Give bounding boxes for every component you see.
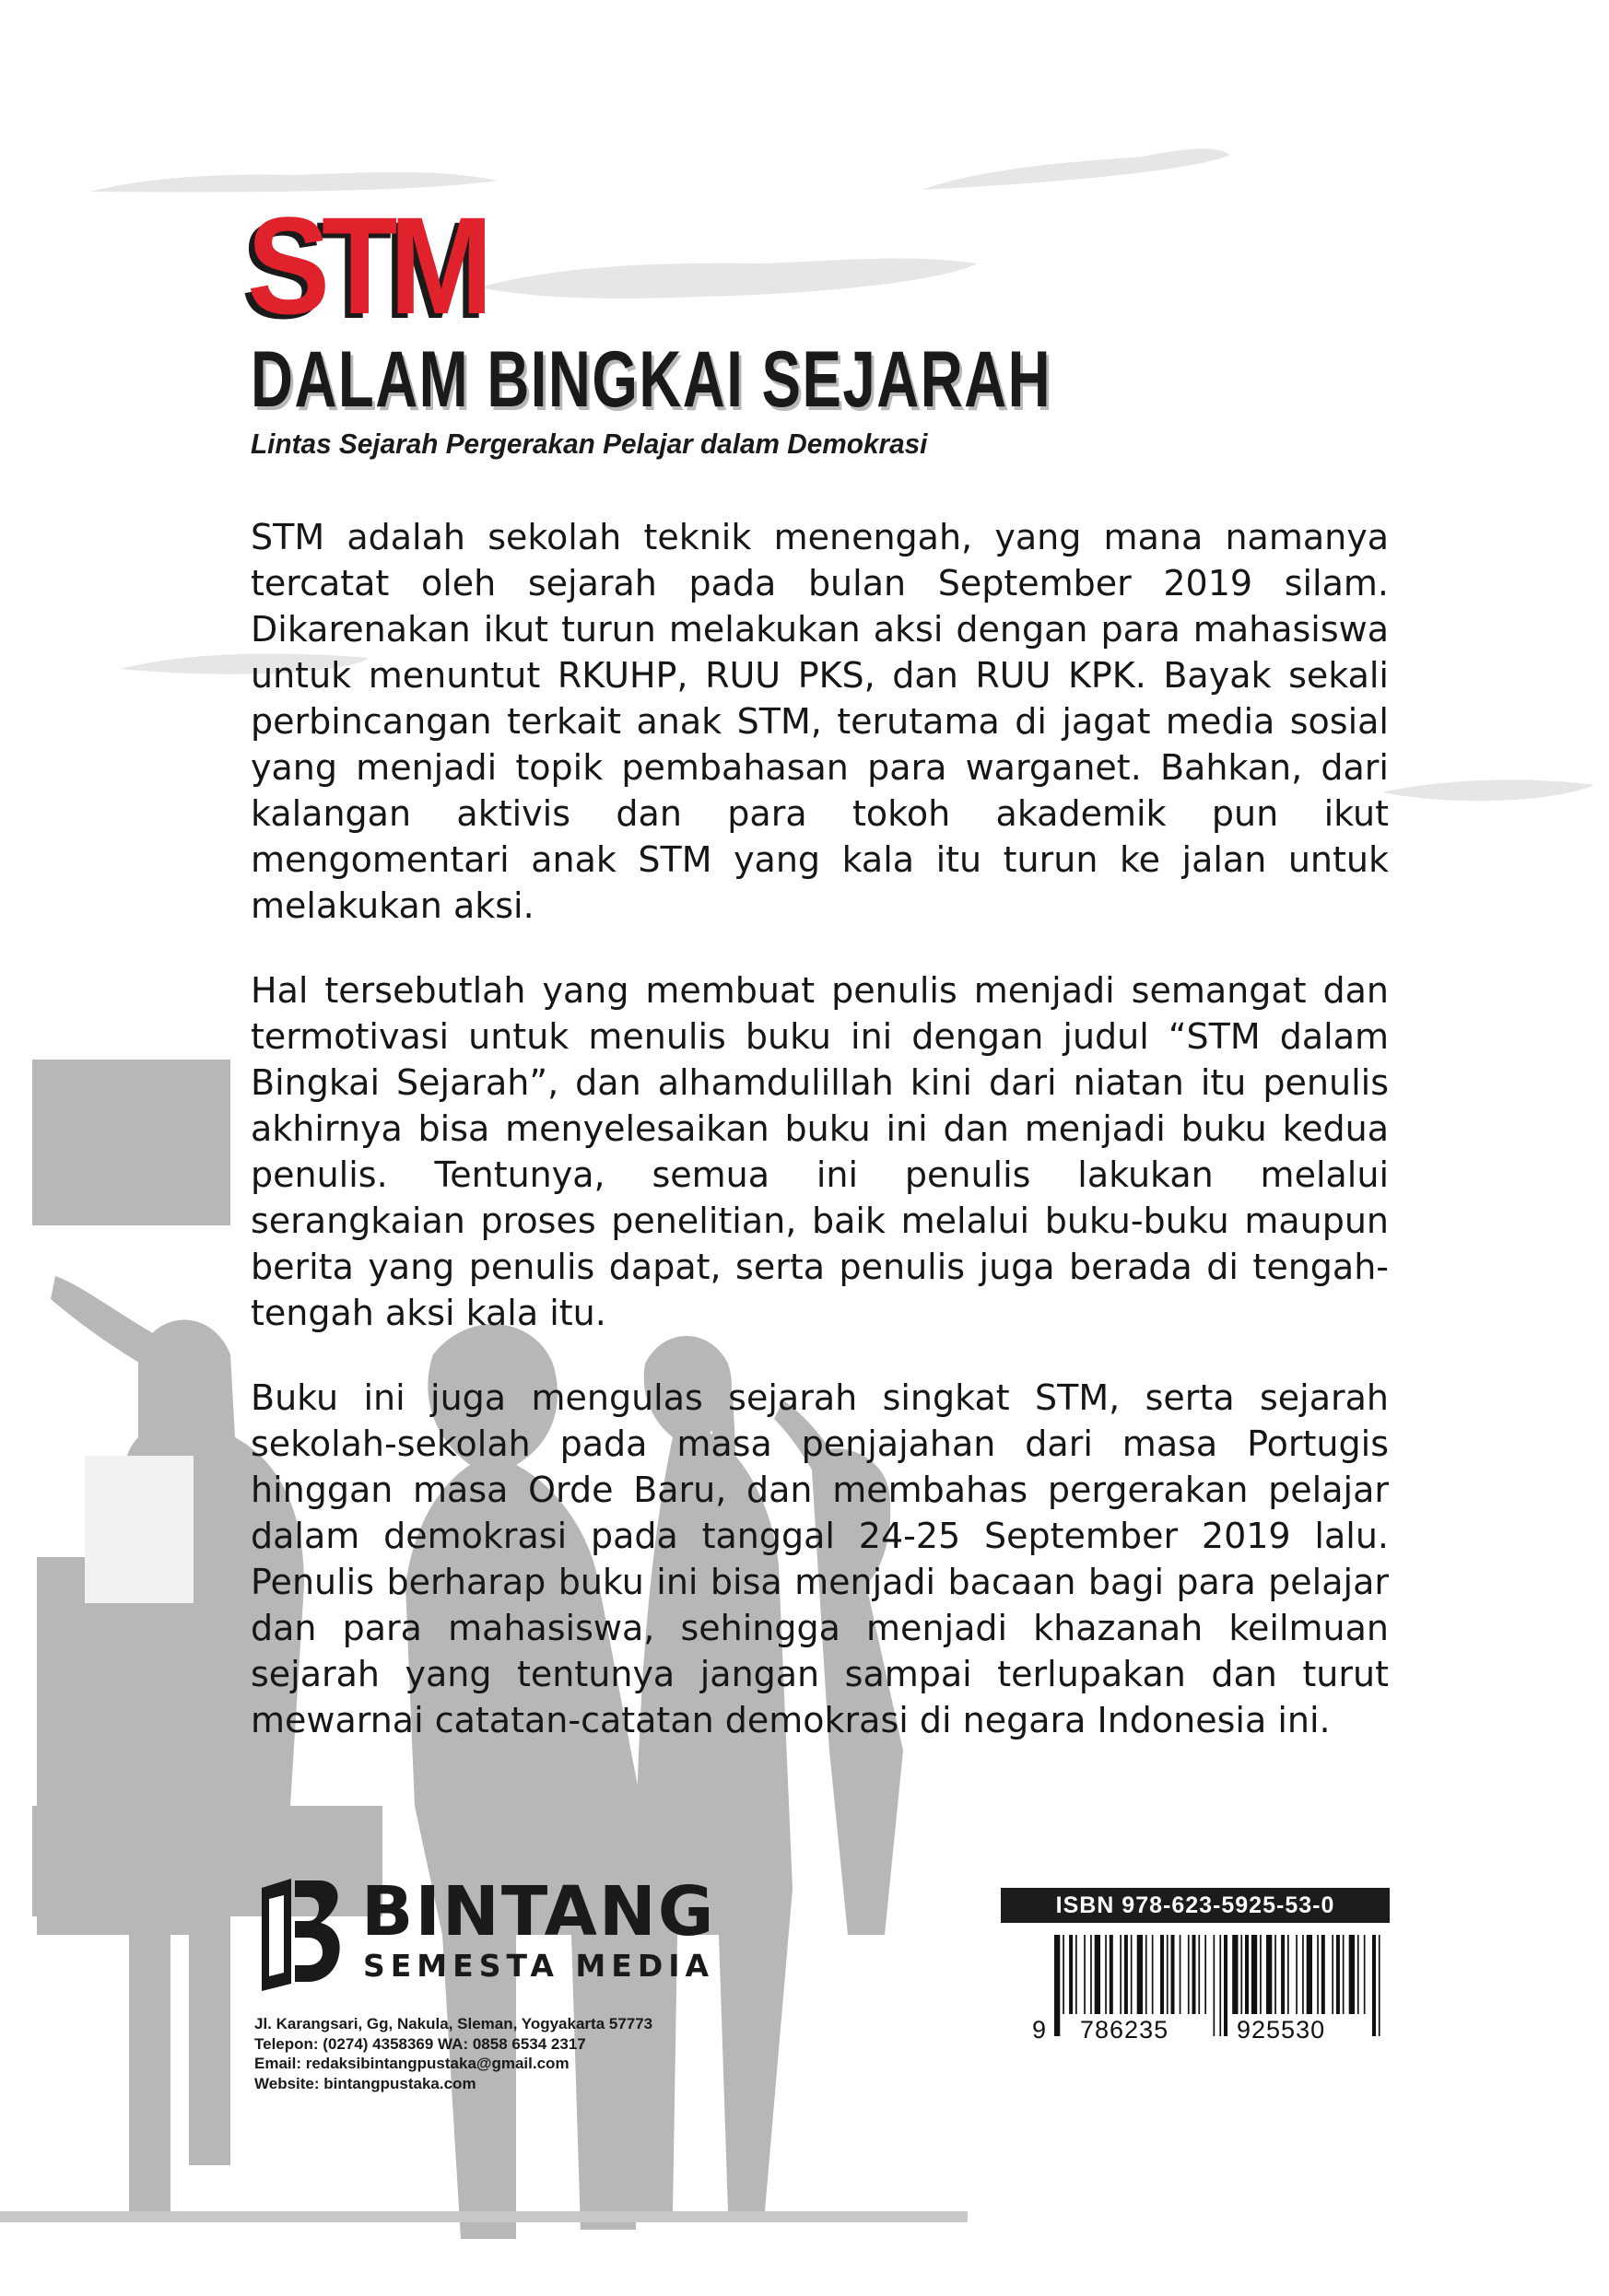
synopsis [251,514,1389,1782]
isbn-barcode [1032,1935,1390,2047]
synopsis-paragraph: Buku ini juga mengulas sejarah singkat STM, serta sejarah sekolah-sekolah pada masa penjajahan dari masa Portugis hinggan masa Orde Baru, dan membahas pergerakan pelajar dalam demokrasi pada tanggal 24-25 September 2019 lalu. Penulis berharap buku ini bisa menjadi bacaan bagi para pelajar dan para mahasiswa, sehingga menjadi khazanah keilmuan sejarah yang tentunya jangan sampai terlupakan dan turut mewarnai catatan-catatan demokrasi di negara Indonesia ini. [251,1377,1389,1740]
publisher-email: Email: redaksibintangpustaka@gmail.com [254,2055,570,2072]
publisher-phone: Telepon: (0274) 4358369 WA: 0858 6534 2317 [254,2034,586,2053]
publisher-name: BINTANG [361,1872,716,1951]
isbn-label: ISBN 978-623-5925-53-0 [1001,1888,1390,1923]
ground-strip [0,2211,968,2222]
barcode-digit-first: 9 [1032,2016,1047,2044]
barcode-digits-left: 786235 [1080,2016,1169,2044]
publisher-contact [254,2014,770,2093]
bintang-b-logo-icon [254,1875,342,1991]
publisher-website: Website: bintangpustaka.com [254,2074,476,2092]
cover-title-main: DALAM BINGKAI SEJARAH [251,335,1052,424]
synopsis-paragraph: Hal tersebutlah yang membuat penulis menjadi semangat dan termotivasi untuk menulis buku ini dengan judul “STM dalam Bingkai Sejarah”, dan alhamdulillah kini dari niatan itu penulis akhirnya bisa menyelesaikan buku ini dan menjadi buku kedua penulis. Tentunya, semua ini penulis lakukan melalui serangkaian proses penelitian, baik melalui buku-buku maupun berita yang penulis dapat, serta penulis juga berada di tengah-tengah aksi kala itu. [251,970,1389,1333]
synopsis-paragraph: STM adalah sekolah teknik menengah, yang mana namanya tercatat oleh sejarah pada bulan September 2019 silam. Dikarenakan ikut turun melakukan aksi dengan para mahasiswa untuk menuntut RKUHP, RUU PKS, dan RUU KPK. Bayak sekali perbincangan terkait anak STM, terutama di jagat media sosial yang menjadi topik pembahasan para warganet. Bahkan, dari kalangan aktivis dan para tokoh akademik pun ikut mengomentari anak STM yang kala itu turun ke jalan untuk melakukan aksi. [251,517,1389,926]
barcode-digits-right: 925530 [1237,2016,1326,2044]
publisher-address: Jl. Karangsari, Gg, Nakula, Sleman, Yogyakarta 57773 [254,2015,653,2032]
cover-subtitle: Lintas Sejarah Pergerakan Pelajar dalam Demokrasi [251,428,928,460]
publisher-subname: SEMESTA MEDIA [363,1948,715,1984]
cover-title-stm: STM [247,188,485,343]
